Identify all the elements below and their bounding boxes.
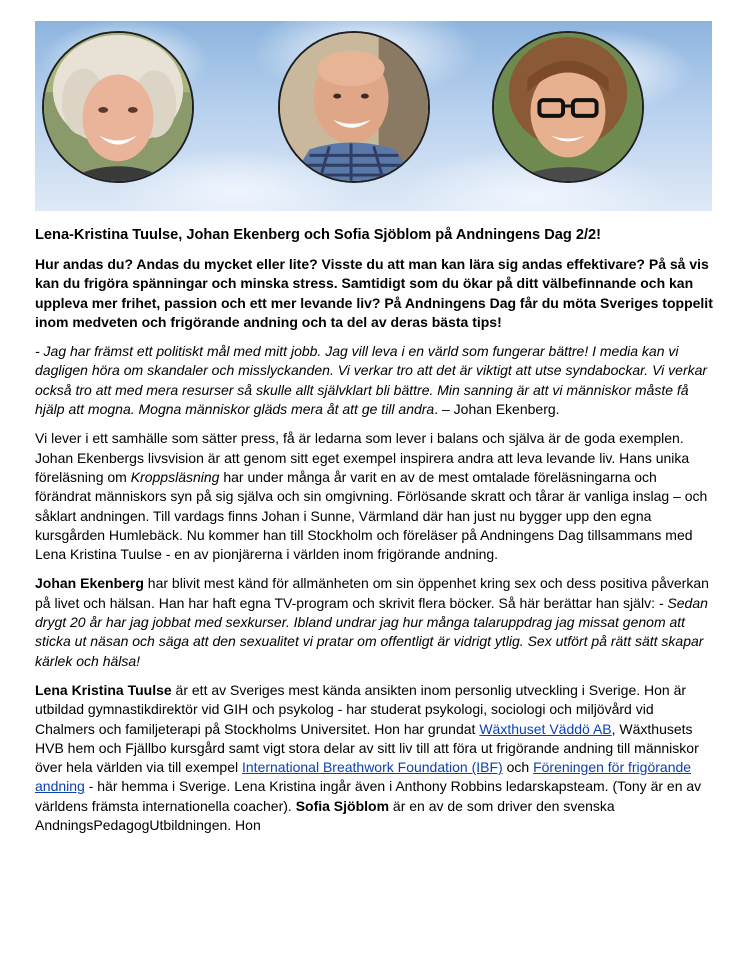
frigorande-andning-link[interactable]: Föreningen för frigörande andning bbox=[35, 759, 692, 795]
lena-bio-text-2: , Wäxthusets HVB hem och Fjällbo kursgård samt vigt stora delar av sitt liv till att föra ut frigörande andning till människor över hela världen via till exempel bbox=[35, 720, 699, 776]
portrait-sofia-sjoblom bbox=[492, 31, 644, 183]
sofia-name: Sofia Sjöblom bbox=[295, 797, 390, 814]
johan-bio-text: Vi lever i ett samhälle som sätter press, få är ledarna som lever i balans och själva är de goda exemplen. Johan Ekenbergs livsvision är att genom sitt eget exempel inspirera andra att leva levande liv. Hans unika föreläsning om bbox=[35, 430, 690, 485]
quote-attribution: . – Johan Ekenberg. bbox=[434, 401, 560, 418]
kroppslasning-term: Kroppsläsning bbox=[130, 468, 220, 485]
article-title: Lena-Kristina Tuulse, Johan Ekenberg och Sofia Sjöblom på Andningens Dag 2/2! bbox=[35, 227, 601, 243]
ibf-link[interactable]: International Breathwork Foundation (IBF) bbox=[242, 759, 503, 776]
waxthuset-link[interactable]: Wäxthuset Väddö AB bbox=[479, 720, 612, 737]
portrait-lena-kristina-tuulse bbox=[42, 31, 194, 183]
lena-bio-text-3: och bbox=[502, 759, 534, 776]
johan-sex-quote: - Sedan drygt 20 år har jag jobbat med sexkurser. Ibland undrar jag hur många talaruppdrag jag missat genom att sticka ut näsan och säga att den sexualitet vi pratar om offentligt är vidrigt ytlig. Sex utfört på rätt sätt skapar kärlek och hälsa! bbox=[35, 594, 708, 669]
johan-sex-paragraph bbox=[35, 574, 715, 670]
johan-bio-text-cont: har under många år varit en av de mest omtalade föreläsningarna och förändrat människors syn på sig själva och sin omgivning. Förlösande skratt och tårar är vanliga inslag – och såklart andningen. Till vardags finns Johan i Sunne, Värmland där han just nu bygger upp den egna kursgården Humlebäck. Nu kommer han till Stockholm och föreläser på Andningens Dag tillsammans med Lena Kristina Tuulse - en av pionjärerna i världen inom frigörande andning. bbox=[35, 468, 708, 563]
johan-sex-text: har blivit mest känd för allmänheten om sin öppenhet kring sex och dess positiva påverkan på livet och hälsan. Han har haft egna TV-program och skrivit flera böcker. Så här berättar han själv: bbox=[35, 575, 709, 611]
article-body bbox=[35, 226, 715, 845]
johan-name: Johan Ekenberg bbox=[35, 575, 144, 592]
header-banner bbox=[35, 21, 712, 211]
quote-text: - Jag har främst ett politiskt mål med mitt jobb. Jag vill leva i en värld som fungerar bättre! I media kan vi dagligen höra om skandaler och misslyckanden. Vi verkar tro att det är viktigt att utse syndabockar. Vi verkar också tro att med mera resurser så skulle allt självklart bli bättre. Min sanning är att vi människor måste få hjälp att mogna. Mogna människor gläds mera åt att ge till andra bbox=[35, 343, 708, 418]
lena-bio-text-4: - här hemma i Sverige. Lena Kristina ingår även i Anthony Robbins ledarskapsteam. (Tony är en av världens främsta internationella coacher). bbox=[35, 778, 702, 814]
lena-bio-text: är ett av Sveriges mest kända ansikten inom personlig utveckling i Sverige. Hon är utbildad gymnastikdirektör vid GIH och psykolog - har studerat psykologi, sociologi och miljövård vid Chalmers och familjeterapi på Stockholms Universitet. Hon har grundat bbox=[35, 681, 687, 737]
lead-paragraph: Hur andas du? Andas du mycket eller lite? Visste du att man kan lära sig andas effektivare? På så vis kan du frigöra spänningar och minska stress. Samtidigt som du ökar på ditt välbefinnande och kan uppleva mer frihet, passion och ett mer levande liv? På Andningens Dag får du möta Sveriges toppelit inom medveten och frigörande andning och ta del av deras bästa tips! bbox=[35, 256, 713, 330]
portrait-johan-ekenberg bbox=[278, 31, 430, 183]
lena-name: Lena Kristina Tuulse bbox=[35, 681, 172, 698]
johan-bio-paragraph bbox=[35, 429, 715, 564]
quote-paragraph bbox=[35, 342, 715, 419]
lena-bio-paragraph bbox=[35, 681, 715, 835]
sofia-bio-text: är en av de som driver den svenska AndningsPedagogUtbildningen. Hon bbox=[35, 797, 615, 834]
